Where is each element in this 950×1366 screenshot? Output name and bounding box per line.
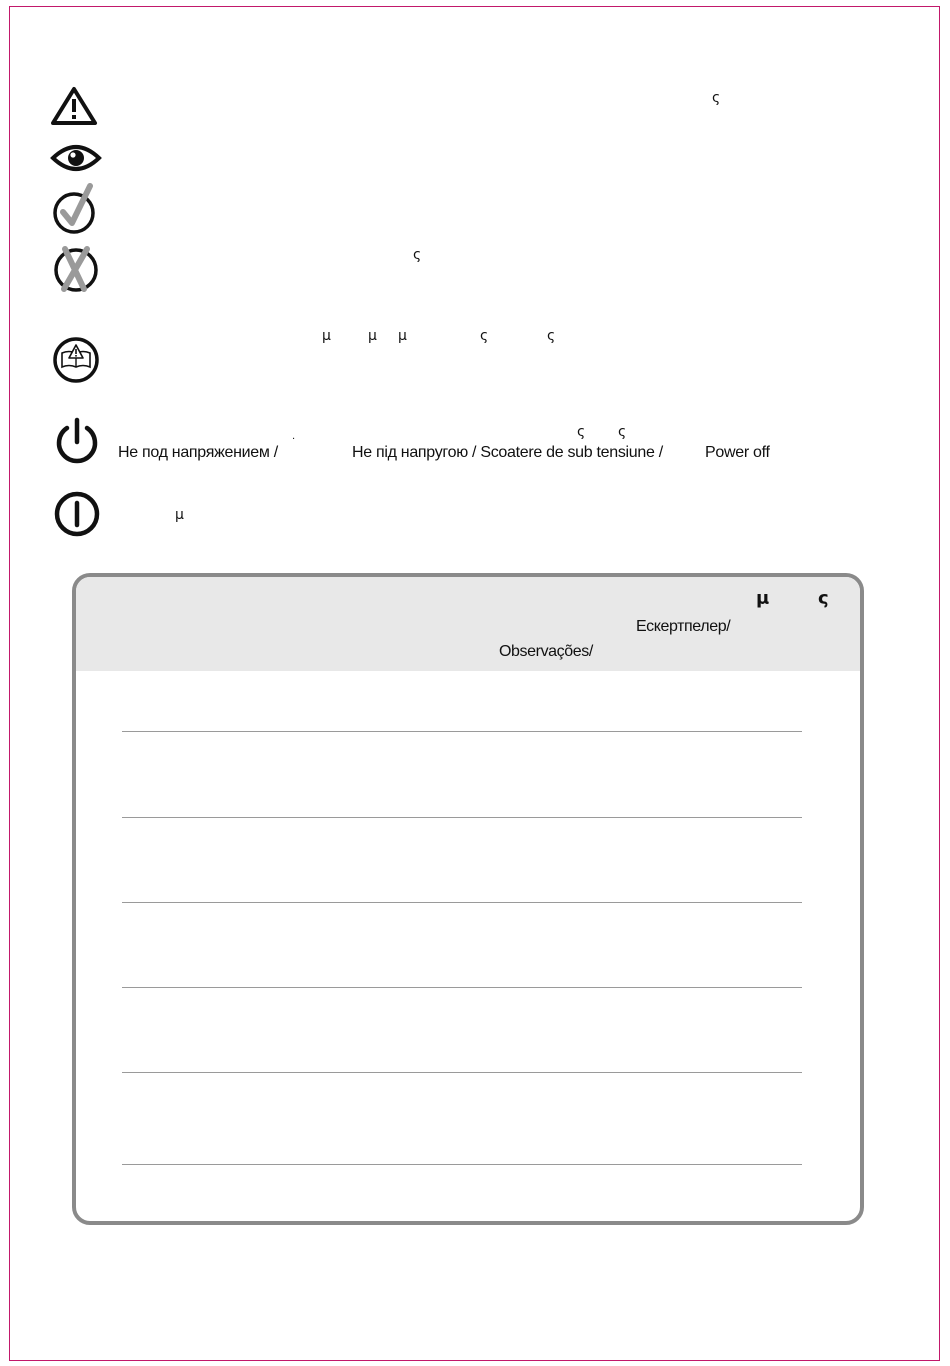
- note-line-1: [122, 731, 802, 732]
- manual-mu-1: μ: [322, 328, 331, 344]
- notes-head-sigma: ς: [818, 588, 829, 609]
- power-off-text-en: Power off: [705, 444, 770, 461]
- power-off-icon: [52, 416, 102, 468]
- warning-triangle-icon: [50, 86, 98, 126]
- check-circle-icon: [52, 183, 100, 235]
- manual-mu-2: μ: [368, 328, 377, 344]
- notes-label-kk: Ескертпелер/: [636, 618, 731, 635]
- read-manual-icon: [52, 336, 100, 384]
- notes-head-mu: μ: [756, 588, 770, 609]
- manual-mu-3: μ: [398, 328, 407, 344]
- power-off-text-uk-ro: Не під напругою / Scoatere de sub tensiune /: [352, 444, 663, 461]
- note-line-4: [122, 987, 802, 988]
- note-line-2: [122, 817, 802, 818]
- notes-header: [76, 577, 860, 671]
- eye-icon: [50, 142, 102, 174]
- note-line-3: [122, 902, 802, 903]
- note-line-5: [122, 1072, 802, 1073]
- power-sigma-1: ς: [577, 424, 586, 440]
- cross-circle-icon: [52, 243, 102, 295]
- power-sigma-2: ς: [618, 424, 627, 440]
- notes-label-pt: Observações/: [499, 643, 593, 660]
- warning-sigma: ς: [712, 90, 721, 106]
- manual-sigma-1: ς: [480, 328, 489, 344]
- power-on-mu: μ: [175, 507, 184, 523]
- notes-box: [72, 573, 864, 1225]
- power-dot: ·: [292, 434, 296, 445]
- manual-sigma-2: ς: [547, 328, 556, 344]
- power-off-text-ru: Не под напряжением /: [118, 444, 278, 461]
- cross-sigma: ς: [413, 247, 422, 263]
- power-on-icon: [52, 490, 102, 538]
- note-line-6: [122, 1164, 802, 1165]
